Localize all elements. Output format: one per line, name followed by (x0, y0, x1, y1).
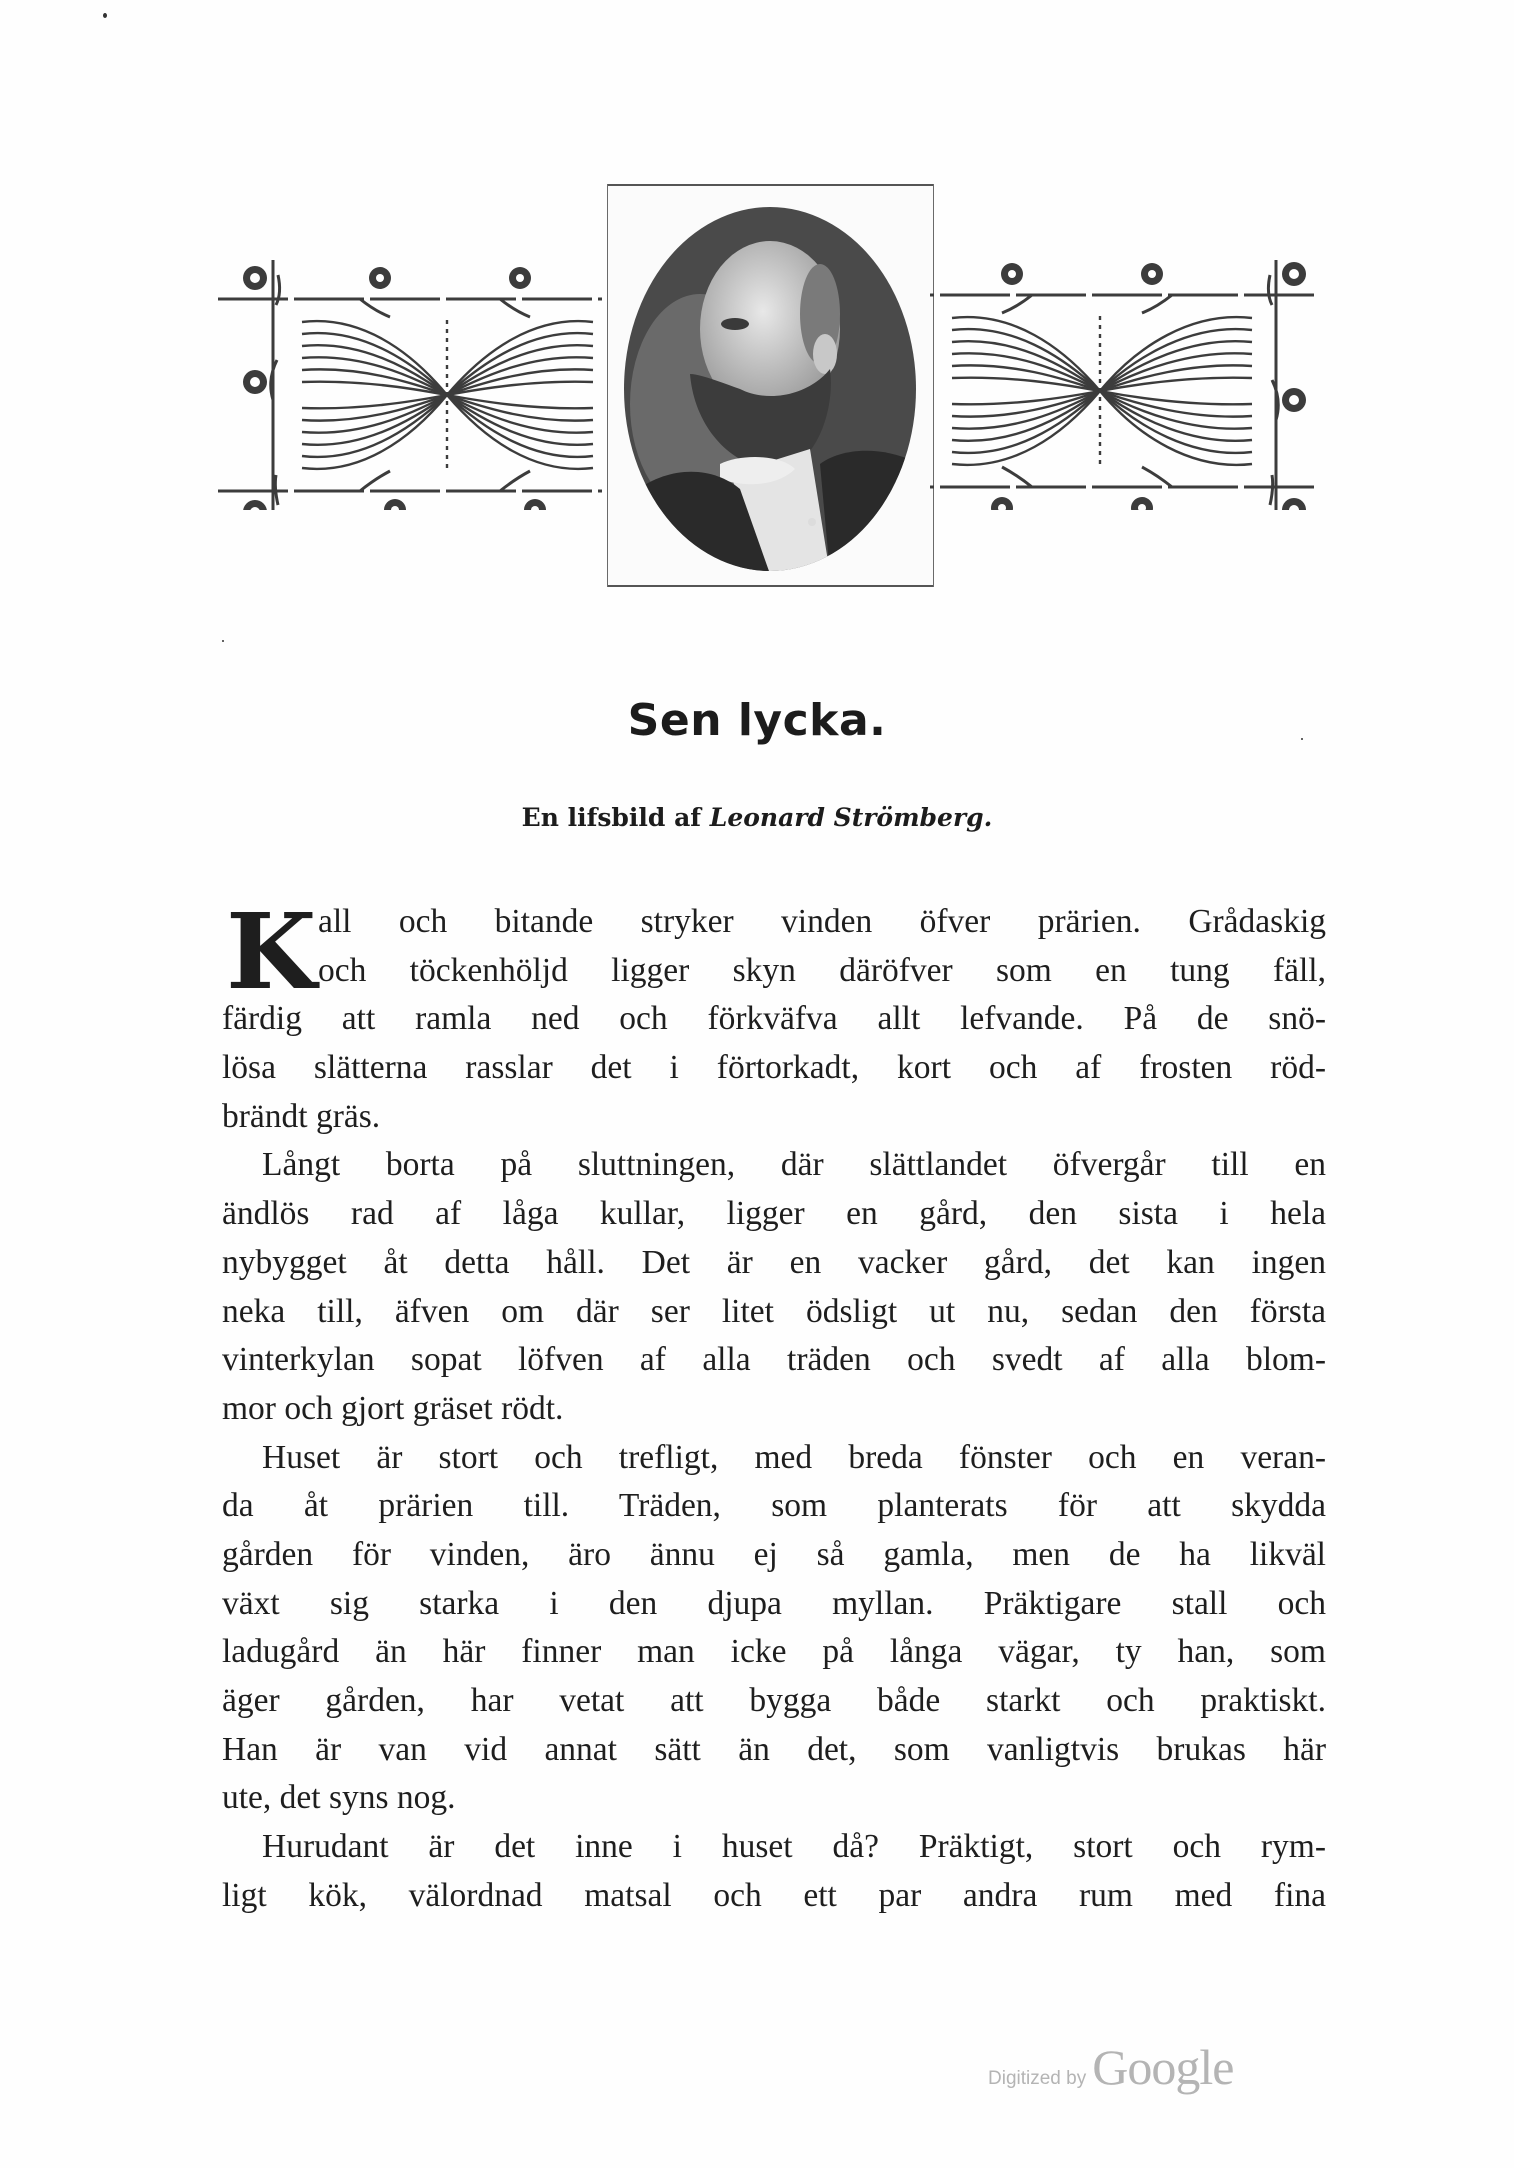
text-line: da åt prärien till. Träden, som planterats för att skydda (222, 1487, 1326, 1525)
text-line: ligt kök, välordnad matsal och ett par andra rum med fina (222, 1876, 1326, 1914)
text-line: färdig att ramla ned och förkväfva allt lefvande. På de snö- (222, 1000, 1326, 1038)
floral-border-icon (210, 260, 610, 510)
text-line: ändlös rad af låga kullar, ligger en gård, den sista i hela (222, 1195, 1326, 1233)
article-body (222, 890, 1326, 1920)
digitization-watermark (988, 2038, 1233, 2096)
text-line: och töckenhöljd ligger skyn däröfver som en tung fäll, (318, 951, 1326, 989)
text-line: vinterkylan sopat löfven af alla träden och svedt af alla blom- (222, 1341, 1326, 1379)
article-byline (0, 803, 1514, 832)
ornament-right (922, 260, 1322, 510)
text-line: växt sig starka i den djupa myllan. Präktigare stall och (222, 1584, 1326, 1622)
text-line: Hurudant är det inne i huset då? Präktigt, stort och rym- (262, 1828, 1326, 1866)
portrait-frame (607, 184, 934, 587)
watermark-prefix: Digitized by (988, 2068, 1087, 2089)
text-line: brändt gräs. (222, 1097, 381, 1135)
paragraph (222, 890, 1326, 1141)
text-line: Huset är stort och trefligt, med breda fönster och en veran- (262, 1438, 1326, 1476)
text-line: lösa slätterna rasslar det i förtorkadt, kort och af frosten röd- (222, 1049, 1326, 1087)
text-line: Långt borta på sluttningen, där slättlandet öfvergår till en (262, 1146, 1326, 1184)
ornament-left (210, 260, 610, 510)
floral-border-icon (922, 260, 1322, 510)
byline-prefix: En lifsbild af (521, 803, 702, 832)
text-line: all och bitande stryker vinden öfver prärien. Grådaskig (318, 903, 1326, 940)
text-line: ladugård än här finner man icke på långa vägar, ty han, som (222, 1633, 1326, 1671)
paragraph (222, 1141, 1326, 1433)
text-line: neka till, äfven om där ser litet ödsligt ut nu, sedan den första (222, 1292, 1326, 1330)
paragraph (222, 1434, 1326, 1824)
text-line: äger gården, har vetat att bygga både starkt och praktiskt. (222, 1682, 1326, 1719)
text-line: Han är van vid annat sätt än det, som vanligtvis brukas här (222, 1730, 1326, 1768)
text-line: mor och gjort gräset rödt. (222, 1389, 564, 1427)
drop-cap: K (226, 890, 317, 1013)
text-line: ute, det syns nog. (222, 1779, 456, 1817)
text-line: nybygget åt detta håll. Det är en vacker gård, det kan ingen (222, 1243, 1326, 1281)
header-vignette (210, 170, 1320, 600)
portrait-photo (620, 204, 920, 574)
article-title: Sen lycka. (627, 695, 887, 746)
author-name: Leonard Strömberg. (709, 803, 993, 832)
scan-speck (103, 13, 107, 18)
paragraph (222, 1823, 1326, 1920)
text-line: gården för vinden, äro ännu ej så gamla, men de ha likväl (222, 1535, 1326, 1573)
scan-speck (222, 640, 224, 642)
watermark-brand: Google (1092, 2039, 1234, 2095)
